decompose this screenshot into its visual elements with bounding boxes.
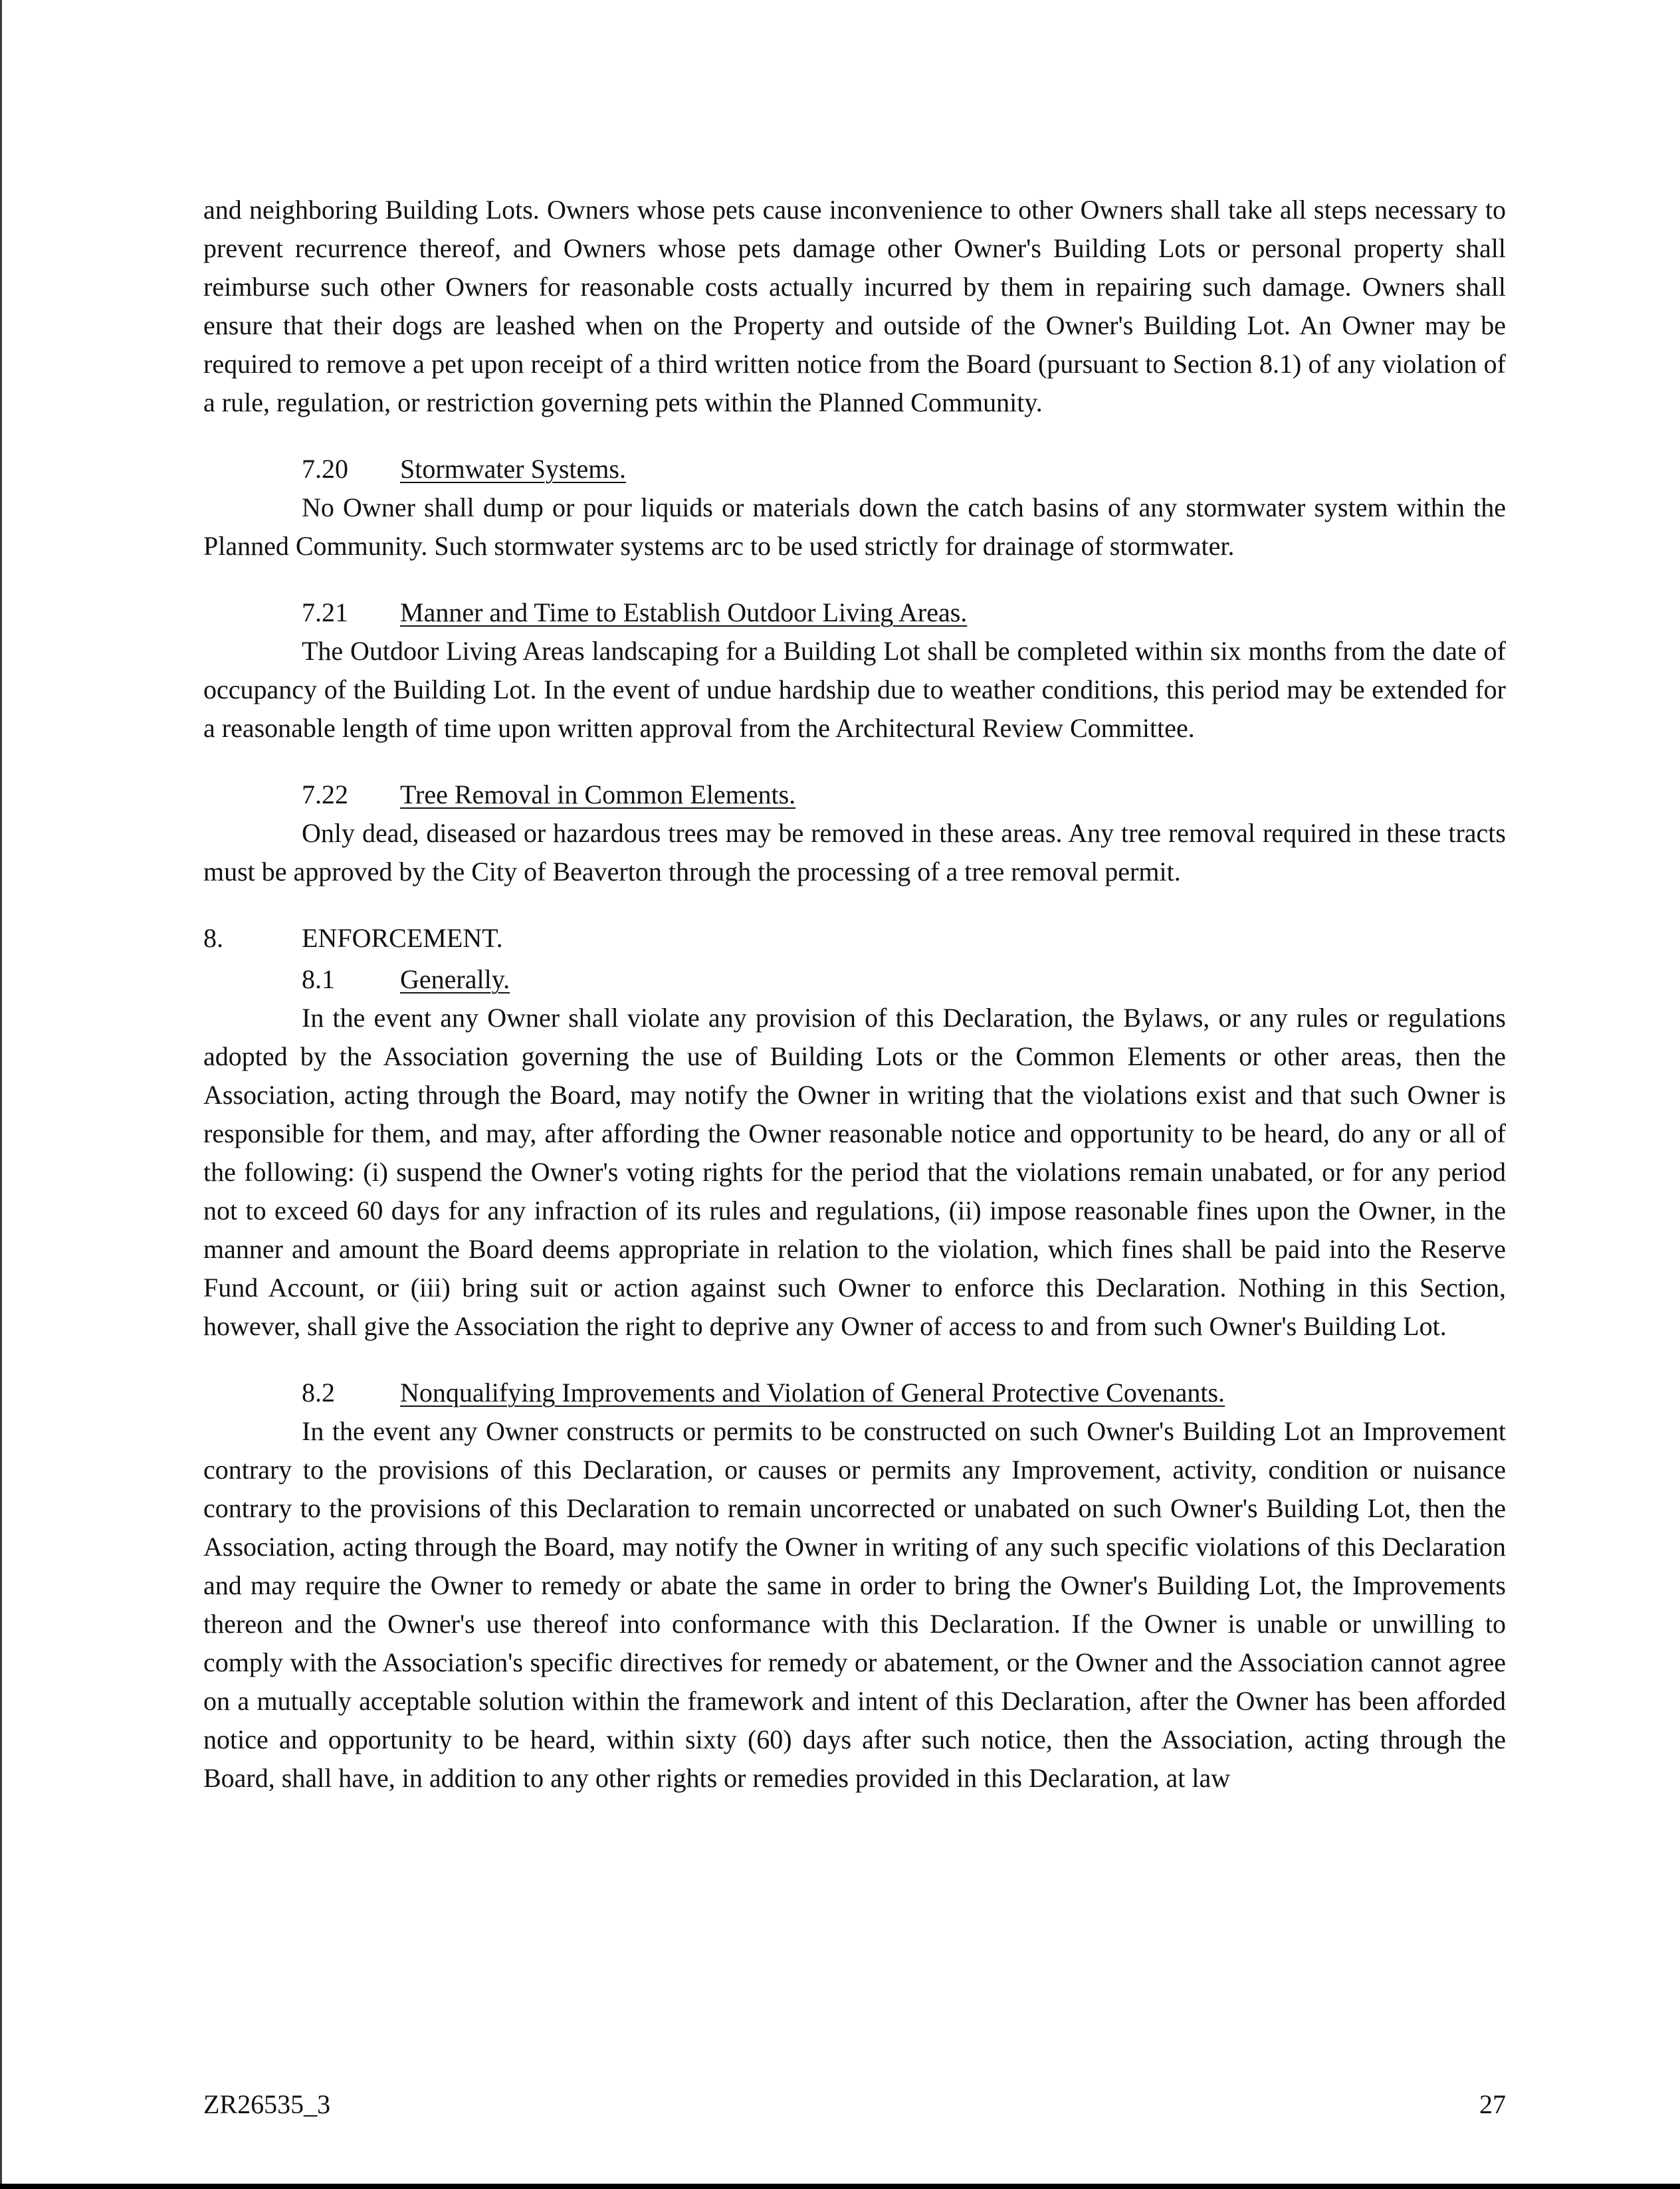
section-8-1-body: In the event any Owner shall violate any provision of this Declaration, the Bylaws, or any rules or regulations adopted by the Association governing the use of Building Lots or the Common Elements or other areas, then the Association, acting through the Board, may notify the Owner in writing that the violations exist and that such Owner is responsible for them, and may, after affording the Owner reasonable notice and opportunity to be heard, do any or all of the following: (i) suspend the Owner's voting rights for the period that the violations remain unabated, or for any period not to exceed 60 days for any infraction of its rules and regulations, (ii) impose reasonable fines upon the Owner, in the manner and amount the Board deems appropriate in relation to the violation, which fines shall be paid into the Reserve Fund Account, or (iii) bring suit or action against such Owner to enforce this Declaration. Nothing in this Section, however, shall give the Association the right to deprive any Owner of access to and from such Owner's Building Lot.	[203, 1003, 1506, 1341]
section-8-2-body: In the event any Owner constructs or permits to be constructed on such Owner's Building Lot an Improvement contrary to the provisions of this Declaration, or causes or permits any Improvement, activity, condition or nuisance contrary to the provisions of this Declaration to remain uncorrected or unabated on such Owner's Building Lot, then the Association, acting through the Board, may notify the Owner in writing of any such specific violations of this Declaration and may require the Owner to remedy or abate the same in order to bring the Owner's Building Lot, the Improvements thereon and the Owner's use thereof into conformance with this Declaration. If the Owner is unable or unwilling to comply with the Association's specific directives for remedy or abatement, or the Owner and the Association cannot agree on a mutually acceptable solution within the framework and intent of this Declaration, after the Owner has been afforded notice and opportunity to be heard, within sixty (60) days after such notice, then the Association, acting through the Board, shall have, in addition to any other rights or remedies provided in this Declaration, at law	[203, 1416, 1506, 1793]
section-7-21-heading	[203, 593, 1506, 632]
article-title: ENFORCEMENT.	[302, 923, 503, 953]
page-footer	[203, 2085, 1506, 2124]
section-number: 8.1	[302, 964, 335, 994]
scan-bottom-edge	[0, 2184, 1680, 2189]
section-7-20-heading	[203, 450, 1506, 488]
section-8-1-heading	[203, 960, 1506, 999]
document-id: ZR26535_3	[203, 2089, 331, 2119]
section-title: Generally.	[400, 964, 510, 994]
section-8-2-heading	[203, 1374, 1506, 1412]
page-number: 27	[1479, 2089, 1506, 2119]
section-title: Manner and Time to Establish Outdoor Living Areas.	[400, 597, 968, 627]
section-title: Tree Removal in Common Elements.	[400, 780, 796, 809]
article-8-heading	[203, 919, 1506, 958]
scan-left-edge	[0, 0, 2, 2189]
section-number: 7.20	[302, 454, 348, 484]
section-title: Nonqualifying Improvements and Violation of General Protective Covenants.	[400, 1378, 1225, 1407]
section-title: Stormwater Systems.	[400, 454, 626, 484]
section-number: 7.21	[302, 597, 348, 627]
section-number: 7.22	[302, 780, 348, 809]
document-body	[203, 191, 1506, 1798]
section-number: 8.2	[302, 1378, 335, 1407]
opening-paragraph: and neighboring Building Lots. Owners whose pets cause inconvenience to other Owners shall take all steps necessary to prevent recurrence thereof, and Owners whose pets damage other Owner's Building Lots or personal property shall reimburse such other Owners for reasonable costs actually incurred by them in repairing such damage. Owners shall ensure that their dogs are leashed when on the Property and outside of the Owner's Building Lot. An Owner may be required to remove a pet upon receipt of a third written notice from the Board (pursuant to Section 8.1) of any violation of a rule, regulation, or restriction governing pets within the Planned Community.	[203, 195, 1506, 417]
section-7-20-body: No Owner shall dump or pour liquids or materials down the catch basins of any stormwater system within the Planned Community. Such stormwater systems arc to be used strictly for drainage of stormwater.	[203, 492, 1506, 561]
article-number: 8.	[203, 923, 223, 953]
section-7-22-body: Only dead, diseased or hazardous trees may be removed in these areas. Any tree removal required in these tracts must be approved by the City of Beaverton through the processing of a tree removal permit.	[203, 818, 1506, 886]
section-7-22-heading	[203, 776, 1506, 814]
section-7-21-body: The Outdoor Living Areas landscaping for a Building Lot shall be completed within six months from the date of occupancy of the Building Lot. In the event of undue hardship due to weather conditions, this period may be extended for a reasonable length of time upon written approval from the Architectural Review Committee.	[203, 636, 1506, 743]
